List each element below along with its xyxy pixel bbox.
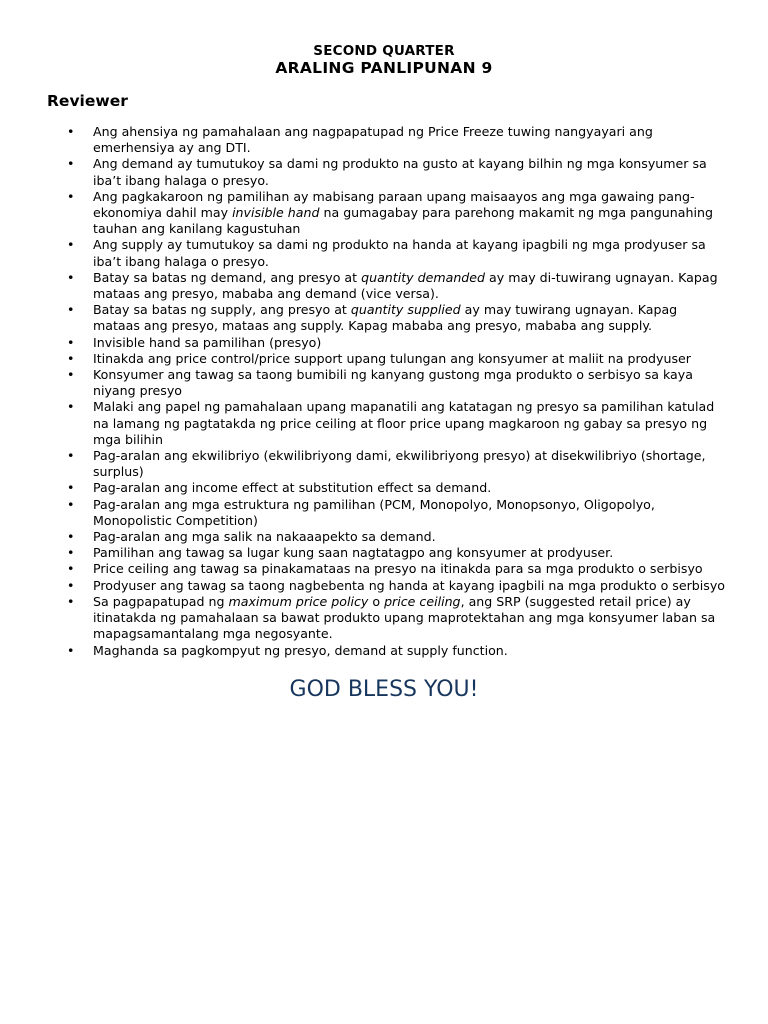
bullet-text: Pamilihan ang tawag sa lugar kung saan nagtatagpo ang konsyumer at prodyuser. xyxy=(93,545,614,561)
bullet-text: Ang supply ay tumutukoy sa dami ng produkto na handa at kayang ipagbili ng mga prodyuser sa iba’t ibang halaga o presyo. xyxy=(93,237,706,269)
bullet-text: Prodyuser ang tawag sa taong nagbebenta ng handa at kayang ipagbili na mga produkto o serbisyo xyxy=(93,577,725,593)
closing-message: GOD BLESS YOU! xyxy=(289,677,479,702)
italic-term: quantity demanded xyxy=(361,269,486,285)
italic-term: maximum price policy xyxy=(228,593,369,609)
bullet-text: Itinakda ang price control/price support upang tulungan ang konsyumer at maliit na prodyuser xyxy=(93,350,691,366)
bullet-text: Konsyumer ang tawag sa taong bumibili ng kanyang gustong mga produkto o serbisyo sa kaya niyang presyo xyxy=(93,367,693,399)
list-item xyxy=(47,335,727,351)
list-item xyxy=(47,529,727,545)
bullet-icon: • xyxy=(67,545,75,561)
bullet-text: , ang SRP (suggested retail price) ay itinatakda ng pamahalaan sa bawat produkto upang maprotektahan ang mga konsyumer laban sa mapagsamantalang mga negosyante. xyxy=(93,593,716,642)
bullet-icon: • xyxy=(67,480,75,496)
bullet-icon: • xyxy=(67,124,75,139)
bullet-icon: • xyxy=(67,334,75,350)
bullet-icon: • xyxy=(67,269,75,285)
bullet-icon: • xyxy=(67,188,75,204)
bullet-icon: • xyxy=(67,561,75,577)
bullet-icon: • xyxy=(67,399,75,415)
bullet-icon: • xyxy=(67,448,75,464)
list-item xyxy=(47,643,727,659)
list-item xyxy=(47,189,727,238)
list-item xyxy=(47,448,727,480)
bullet-text: Maghanda sa pagkompyut ng presyo, demand at supply function. xyxy=(93,642,508,658)
bullet-text: Ang pagkakaroon ng pamilihan ay mabisang paraan upang maisaayos ang mga gawaing pang-ekonomiya dahil may xyxy=(93,188,695,221)
document-header xyxy=(0,43,768,77)
list-item xyxy=(47,480,727,496)
italic-term: quantity supplied xyxy=(350,302,461,318)
bullet-text: o xyxy=(368,593,385,609)
bullet-text: na gumagabay para parehong makamit ng mga pangunahing tauhan ang kanilang kagustuhan xyxy=(93,205,713,237)
bullet-icon: • xyxy=(67,156,75,172)
list-item xyxy=(47,594,727,643)
bullet-text: Batay sa batas ng demand, ang presyo at xyxy=(93,269,362,285)
bullet-text: ay may di-tuwirang ugnayan. Kapag mataas ang presyo, mababa ang demand (vice versa). xyxy=(93,269,718,302)
bullet-icon: • xyxy=(67,593,75,609)
bullet-icon: • xyxy=(67,496,75,512)
bullet-text: Pag-aralan ang ekwilibriyo (ekwilibriyong dami, ekwilibriyong presyo) at disekwilibriyo (shortage, surplus) xyxy=(93,448,706,480)
list-item xyxy=(47,497,727,529)
bullet-icon: • xyxy=(67,237,75,253)
bullet-text: Price ceiling ang tawag sa pinakamataas na presyo na itinakda para sa mga produkto o serbisyo xyxy=(93,561,703,577)
bullet-icon: • xyxy=(67,529,75,545)
reviewer-heading: Reviewer xyxy=(47,92,128,110)
reviewer-bullet-list xyxy=(47,124,727,659)
list-item xyxy=(47,270,727,302)
bullet-text: Pag-aralan ang mga estruktura ng pamilihan (PCM, Monopolyo, Monopsonyo, Oligopolyo, Monopolistic Competition) xyxy=(93,496,655,528)
list-item xyxy=(47,561,727,577)
list-item xyxy=(47,367,727,399)
list-item xyxy=(47,351,727,367)
quarter-title: SECOND QUARTER xyxy=(313,43,455,59)
list-item xyxy=(47,124,727,156)
list-item xyxy=(47,237,727,269)
bullet-icon: • xyxy=(67,577,75,593)
bullet-text: ay may tuwirang ugnayan. Kapag mataas ang presyo, mataas ang supply. Kapag mababa ang presyo, mababa ang supply. xyxy=(93,302,678,334)
list-item xyxy=(47,302,727,334)
bullet-text: Ang ahensiya ng pamahalaan ang nagpapatupad ng Price Freeze tuwing nangyayari ang emerhensiya ay ang DTI. xyxy=(93,124,653,156)
list-item xyxy=(47,545,727,561)
bullet-text: Invisible hand sa pamilihan (presyo) xyxy=(93,334,322,350)
list-item xyxy=(47,578,727,594)
bullet-text: Sa pagpapatupad ng xyxy=(93,593,229,609)
bullet-text: Ang demand ay tumutukoy sa dami ng produkto na gusto at kayang bilhin ng mga konsyumer sa iba’t ibang halaga o presyo. xyxy=(93,156,707,188)
italic-term: invisible hand xyxy=(232,205,320,221)
list-item xyxy=(47,399,727,448)
bullet-text: Batay sa batas ng supply, ang presyo at xyxy=(93,302,351,318)
bullet-icon: • xyxy=(67,367,75,383)
bullet-icon: • xyxy=(67,350,75,366)
bullet-text: Pag-aralan ang income effect at substitution effect sa demand. xyxy=(93,480,492,496)
list-item xyxy=(47,156,727,188)
bullet-icon: • xyxy=(67,642,75,658)
bullet-icon: • xyxy=(67,302,75,318)
bullet-text: Malaki ang papel ng pamahalaan upang mapanatili ang katatagan ng presyo sa pamilihan katulad na lamang ng pagtatakda ng price ceiling at floor price upang magkaroon ng gabay sa presyo ng mga bilihin xyxy=(93,399,715,447)
bullet-text: Pag-aralan ang mga salik na nakaaapekto sa demand. xyxy=(93,529,436,545)
italic-term: price ceiling xyxy=(384,593,461,609)
subject-title: ARALING PANLIPUNAN 9 xyxy=(275,59,493,77)
